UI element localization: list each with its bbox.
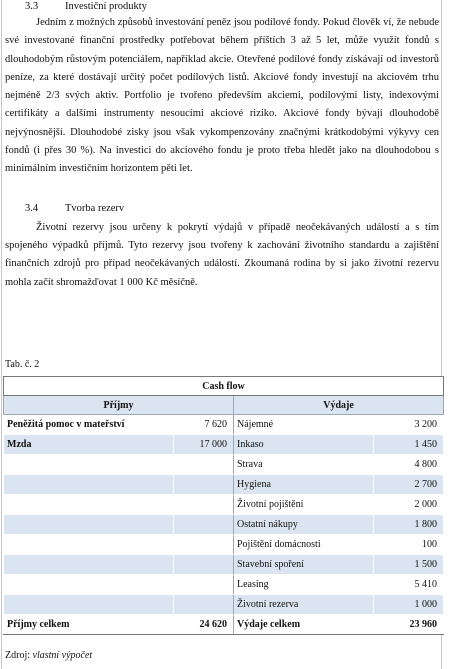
paragraph-reserves: Životní rezervy jsou určeny k pokrytí výdajů v případě neočekávaných událostí a s tím spojeného výpadků příjmů. Tyto rezervy jsou tvořeny k zachování životního standardu a zajištění finančních zdrojů pro případ neočekávaných událostí. Zkoumaná rodina by si jako životní rezervu mohla začít shromažďovat 1 000 Kč měsíčně.	[5, 221, 439, 288]
income-item-label	[4, 495, 174, 515]
income-item-label	[4, 555, 174, 575]
document-body	[5, 0, 439, 292]
section-heading-3-4	[25, 202, 439, 215]
expense-item-value: 100	[374, 535, 444, 555]
expense-item-value: 1 450	[374, 435, 444, 455]
expense-item-value: 2 700	[374, 475, 444, 495]
table-row	[4, 475, 444, 495]
expense-item-label: Ostatní nákupy	[234, 515, 374, 535]
income-item-value: 17 000	[174, 435, 234, 455]
expense-item-value: 4 800	[374, 455, 444, 475]
totals-row	[4, 615, 444, 635]
expense-item-value: 1 000	[374, 595, 444, 615]
income-item-value	[174, 495, 234, 515]
expense-item-value: 5 410	[374, 575, 444, 595]
cashflow-table	[3, 376, 444, 635]
income-item-value	[174, 575, 234, 595]
source-note	[5, 650, 92, 661]
source-prefix: Zdroj:	[5, 650, 33, 661]
table-row	[4, 435, 444, 455]
table-row	[4, 455, 444, 475]
expense-item-label: Životní rezerva	[234, 595, 374, 615]
total-expense-label: Výdaje celkem	[234, 615, 374, 635]
income-item-label: Peněžitá pomoc v mateřství	[4, 415, 174, 435]
income-item-value: 7 620	[174, 415, 234, 435]
section-title: Investiční produkty	[65, 1, 147, 12]
cashflow-title: Cash flow	[4, 377, 444, 396]
table-row	[4, 415, 444, 435]
expense-item-label: Stavební spoření	[234, 555, 374, 575]
income-item-value	[174, 455, 234, 475]
income-header: Příjmy	[4, 396, 234, 415]
expense-item-value: 2 000	[374, 495, 444, 515]
income-item-value	[174, 535, 234, 555]
income-item-value	[174, 555, 234, 575]
income-item-label: Mzda	[4, 435, 174, 455]
income-item-value	[174, 595, 234, 615]
expense-item-label: Inkaso	[234, 435, 374, 455]
cashflow-title-row	[4, 377, 444, 396]
expense-item-label: Životní pojištění	[234, 495, 374, 515]
expense-item-label: Leasing	[234, 575, 374, 595]
paragraph-investment-products: Jedním z možných způsobů investování peněz jsou podílové fondy. Pokud člověk ví, že nebude své investované finanční prostředky potřebovat během příštích 3 až 5 let, může využít fondů s dlouhodobým růstovým potenciálem, například akcie. Otevřené podílové fondy získávají od investorů peníze, za které dostávají určitý počet podílových listů. Akciové fondy investují na akciovém trhu nejméně 2/3 svých aktiv. Portfolio je tvořeno především akciemi, podílovými listy, indexovými certifikáty a dalšími instrumenty nesoucími akciové riziko. Akciové fondy bývají dlouhodobě nejvýnosnější. Dlouhodobé zisky jsou však vykompenzovány značnými krátkodobými výkyvy cen fondů (i přes 30 %). Na investici do akciového fondu je proto třeba hledět jako na dlouhodobou s minimálním investičním horizontem pěti let.	[5, 17, 439, 175]
section-title: Tvorba rezerv	[65, 202, 125, 214]
expense-item-value: 3 200	[374, 415, 444, 435]
total-income-value: 24 620	[174, 615, 234, 635]
expense-item-label: Hygiena	[234, 475, 374, 495]
section-number: 3.4	[25, 202, 39, 214]
section-number: 3.3	[25, 1, 39, 12]
expense-item-label: Nájemné	[234, 415, 374, 435]
expense-header: Výdaje	[234, 396, 444, 415]
cashflow-header-row	[4, 396, 444, 415]
income-item-label	[4, 515, 174, 535]
income-item-value	[174, 515, 234, 535]
expense-item-label: Pojištění domácnosti	[234, 535, 374, 555]
table-row	[4, 495, 444, 515]
table-row	[4, 575, 444, 595]
total-income-label: Příjmy celkem	[4, 615, 174, 635]
table-caption: Tab. č. 2	[5, 359, 40, 370]
expense-item-value: 1 500	[374, 555, 444, 575]
table-row	[4, 595, 444, 615]
income-item-label	[4, 455, 174, 475]
expense-item-label: Strava	[234, 455, 374, 475]
margin-guide-left	[1, 0, 2, 669]
income-item-label	[4, 595, 174, 615]
income-item-value	[174, 475, 234, 495]
income-item-label	[4, 535, 174, 555]
income-item-label	[4, 475, 174, 495]
source-value: vlastní výpočet	[32, 650, 93, 661]
table-row	[4, 515, 444, 535]
section-heading-3-3	[25, 0, 439, 13]
expense-item-value: 1 800	[374, 515, 444, 535]
income-item-label	[4, 575, 174, 595]
table-row	[4, 535, 444, 555]
table-row	[4, 555, 444, 575]
total-expense-value: 23 960	[374, 615, 444, 635]
